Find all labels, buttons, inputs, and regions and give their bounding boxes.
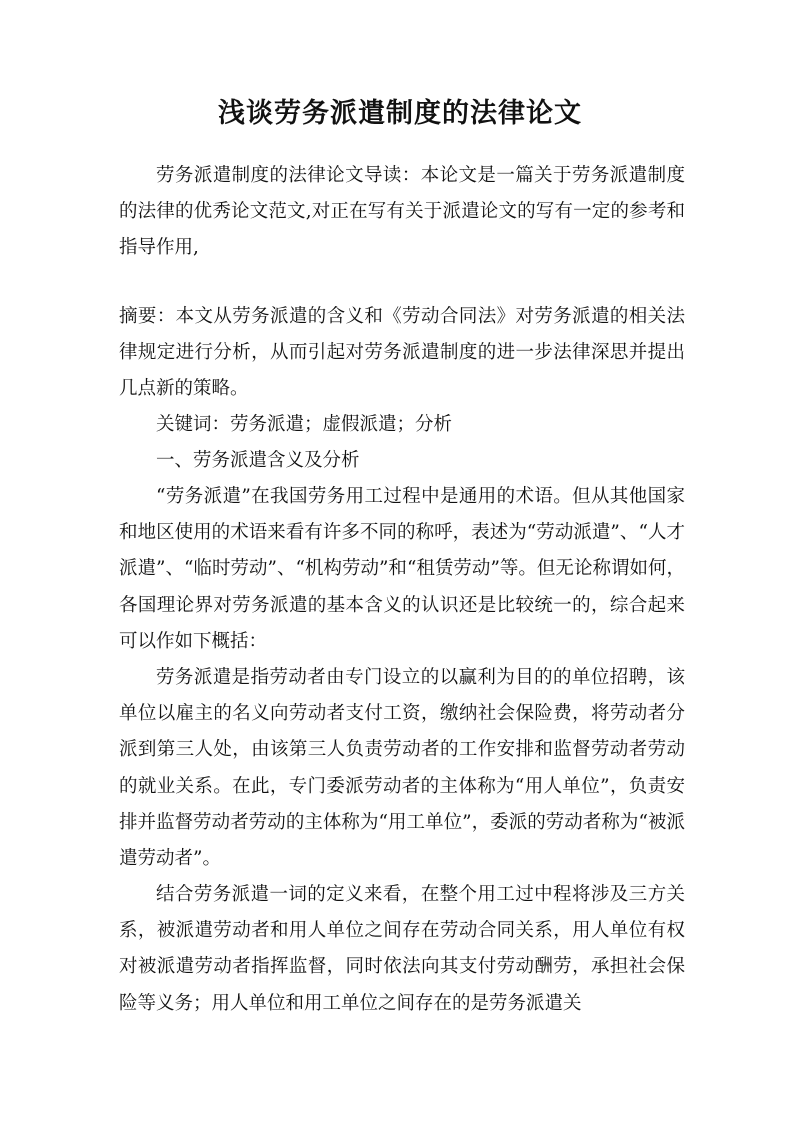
body-paragraph: 结合劳务派遣一词的定义来看，在整个用工过中程将涉及三方关系，被派遣劳动者和用人单位之间存在劳动合同关系，用人单位有权对被派遣劳动者指挥监督，同时依法向其支付劳动酬劳，承担社会保险等义务；用人单位和用工单位之间存在的是劳务派遣关 (119, 884, 685, 1014)
body-paragraph: 劳务派遣是指劳动者由专门设立的以赢利为目的的单位招聘，该单位以雇主的名义向劳动者支付工资，缴纳社会保险费，将劳动者分派到第三人处，由该第三人负责劳动者的工作安排和监督劳动者劳动的就业关系。在此，专门委派劳动者的主体称为“用人单位”，负责安排并监督劳动者劳动的主体称为“用工单位”，委派的劳动者称为“被派遣劳动者”。 (119, 667, 685, 870)
document-title: 浅谈劳务派遣制度的法律论文 (218, 98, 582, 129)
body-paragraph: “劳务派遣”在我国劳务用工过程中是通用的术语。但从其他国家和地区使用的术语来看有许多不同的称呼，表述为“劳动派遣”、“人才派遣”、“临时劳动”、“机构劳动”和“租赁劳动”等。但无论称谓如何，各国理论界对劳务派遣的基本含义的认识还是比较统一的，综合起来可以作如下概括： (119, 486, 685, 652)
abstract-paragraph: 摘要：本文从劳务派遣的含义和《劳动合同法》对劳务派遣的相关法律规定进行分析，从而引起对劳务派遣制度的进一步法律深思并提出几点新的策略。 (119, 306, 685, 400)
keywords-line: 关键词：劳务派遣；虚假派遣；分析 (156, 414, 453, 435)
section-heading: 一、劳务派遣含义及分析 (156, 450, 360, 471)
intro-paragraph: 劳务派遣制度的法律论文导读：本论文是一篇关于劳务派遣制度的法律的优秀论文范文,对正在写有关于派遣论文的写有一定的参考和指导作用, (119, 165, 685, 259)
